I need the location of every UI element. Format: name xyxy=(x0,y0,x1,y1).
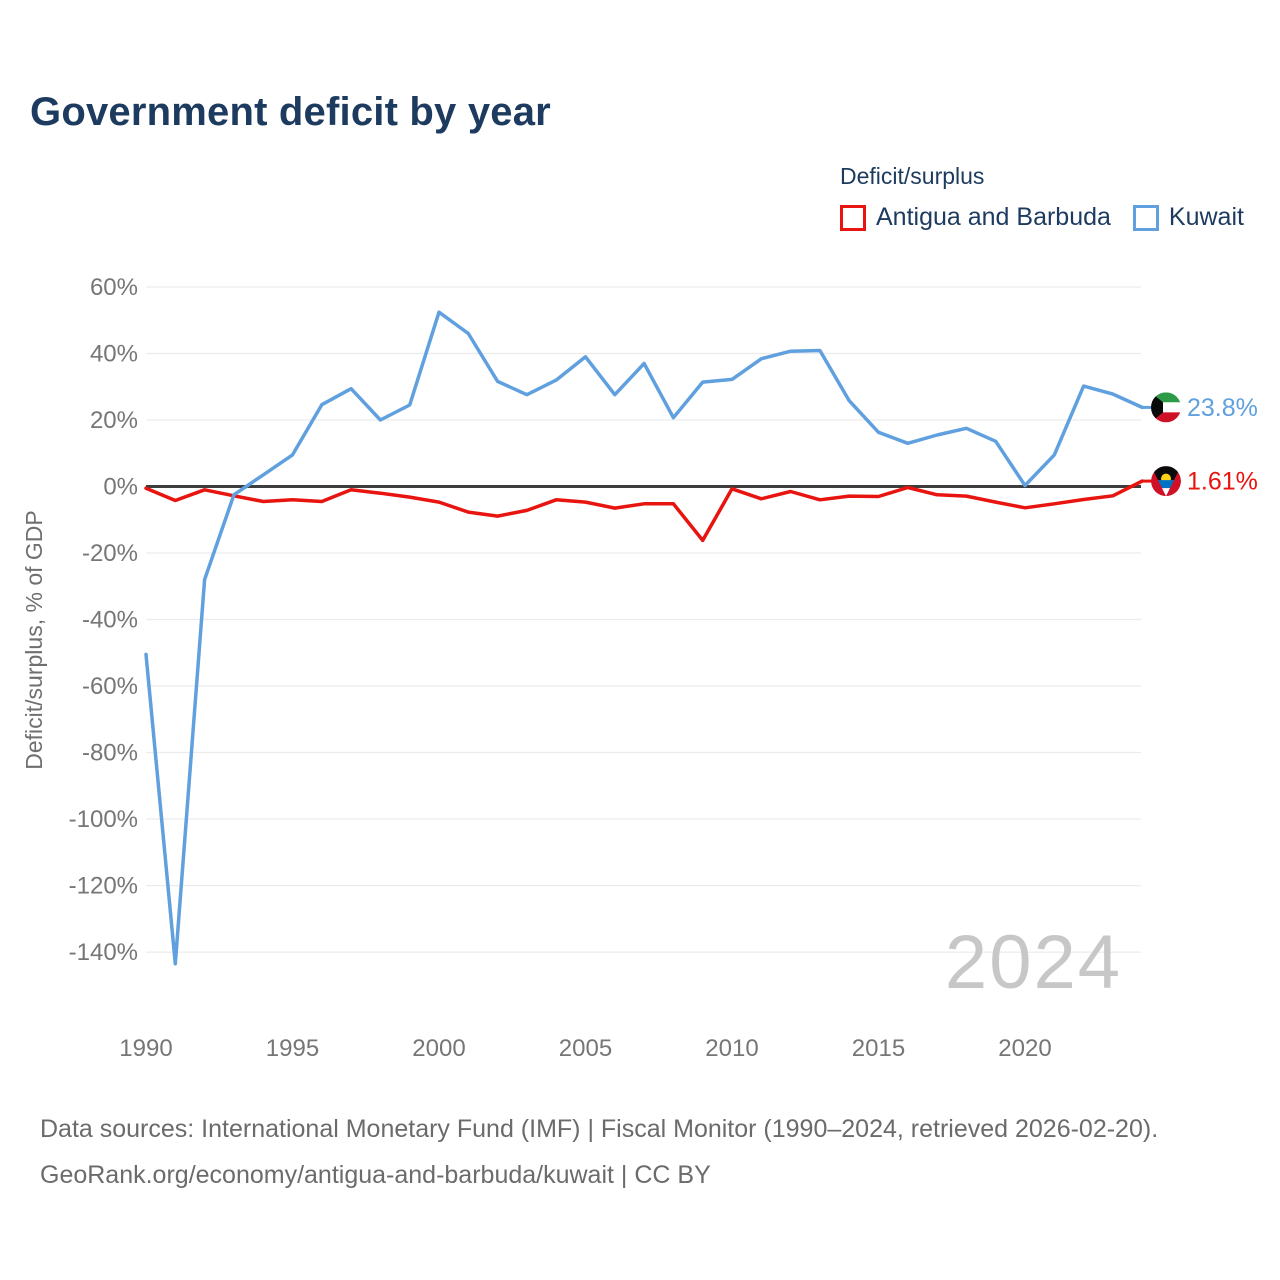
y-tick-label: -80% xyxy=(81,739,138,767)
kuwait-line xyxy=(146,312,1142,964)
y-tick-label: 20% xyxy=(89,407,138,434)
y-tick-label: -100% xyxy=(68,806,138,833)
y-tick-label: -40% xyxy=(81,606,138,634)
y-axis-title: Deficit/surplus, % of GDP xyxy=(21,510,47,770)
y-tick-label: -60% xyxy=(81,673,138,700)
x-tick-label: 1995 xyxy=(265,1035,320,1062)
legend-title: Deficit/surplus xyxy=(840,163,985,189)
antigua-and-barbuda-end-value-label: 1.61% xyxy=(1187,467,1258,496)
x-tick-label: 1990 xyxy=(119,1035,173,1062)
page-title: Government deficit by year xyxy=(30,90,551,134)
antigua-and-barbuda-flag-icon xyxy=(1151,466,1181,496)
y-tick-label: 0% xyxy=(103,473,138,501)
kuwait-end-value-label: 23.8% xyxy=(1187,393,1258,422)
footer-sources-line: Data sources: International Monetary Fund (IMF) | Fiscal Monitor (1990–2024, retrieved 2026-02-20). xyxy=(40,1115,1159,1143)
footer-attribution-line: GeoRank.org/economy/antigua-and-barbuda/kuwait | CC BY xyxy=(40,1161,711,1189)
kuwait-flag-icon xyxy=(1151,392,1181,422)
legend-item-label: Antigua and Barbuda xyxy=(876,203,1111,231)
y-tick-label: 60% xyxy=(89,274,138,301)
x-tick-label: 2010 xyxy=(705,1035,759,1062)
antigua-and-barbuda-line xyxy=(146,481,1142,540)
x-tick-label: 2005 xyxy=(558,1035,613,1062)
x-tick-label: 2000 xyxy=(412,1035,466,1062)
footer xyxy=(40,1106,1158,1198)
y-tick-label: -120% xyxy=(68,872,138,900)
watermark-year: 2024 xyxy=(944,920,1122,1005)
y-tick-label: -20% xyxy=(81,540,138,567)
y-tick-label: 40% xyxy=(89,340,138,368)
x-tick-label: 2015 xyxy=(851,1035,906,1062)
legend-item-label: Kuwait xyxy=(1168,203,1244,231)
y-tick-label: -140% xyxy=(68,939,138,967)
x-tick-label: 2020 xyxy=(998,1035,1052,1062)
